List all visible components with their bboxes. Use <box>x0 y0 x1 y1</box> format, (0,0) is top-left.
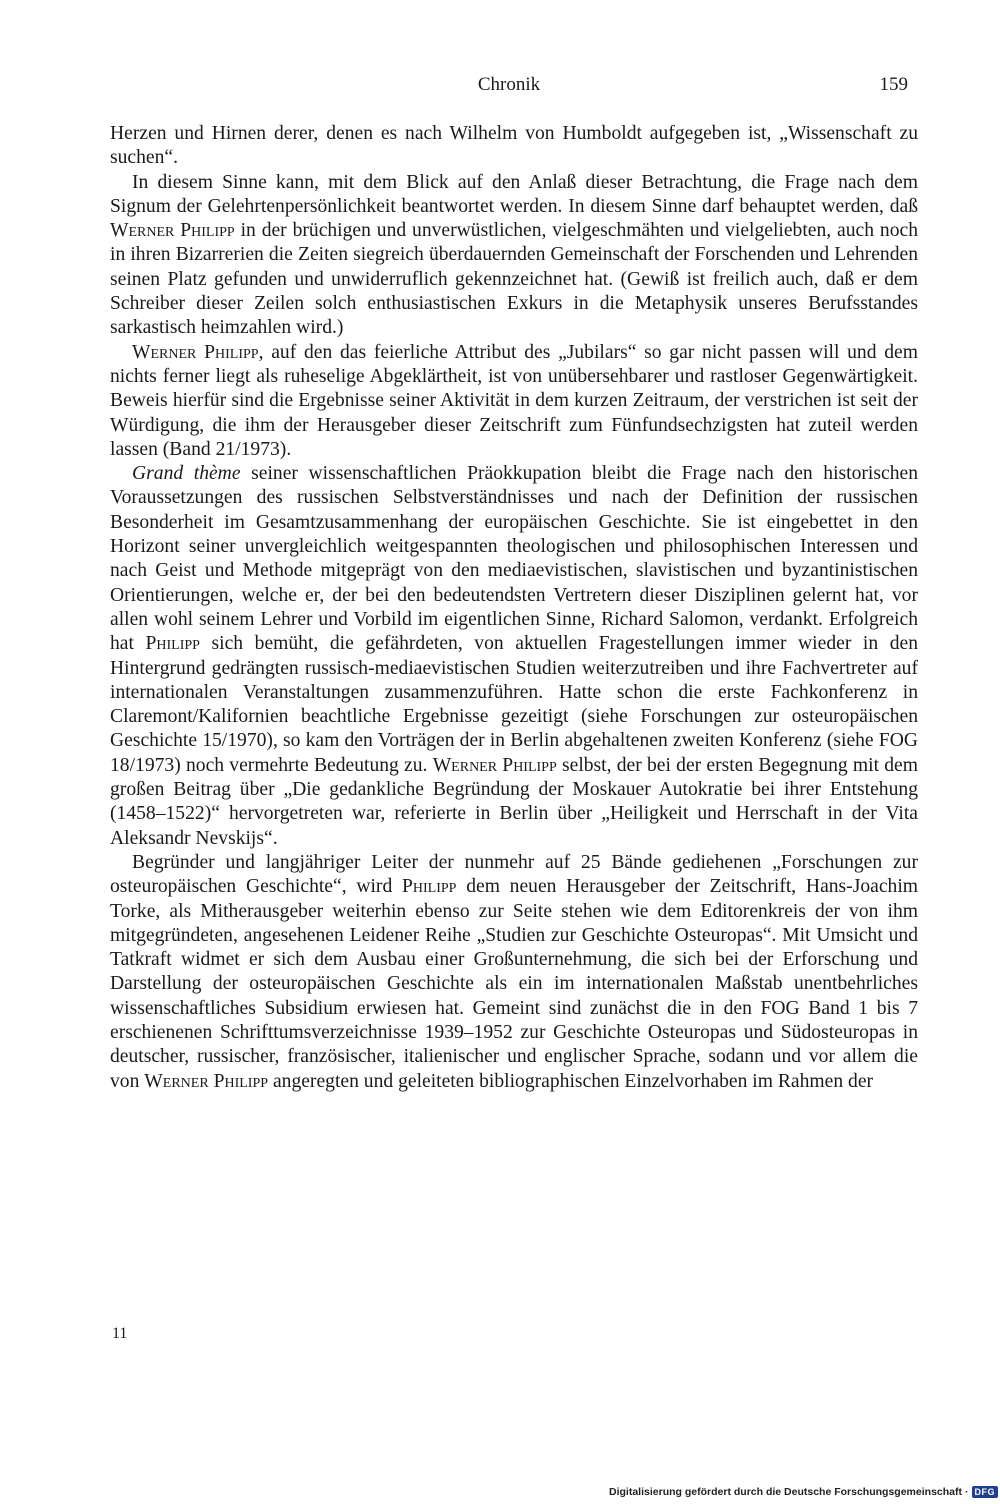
person-name: Philipp <box>402 876 457 898</box>
body-text <box>110 122 918 1094</box>
text-run: sich bemüht, die gefährdeten, von aktuellen Fragestellungen immer wieder in den Hintergrund gedrängten russisch-mediaevistischen Studien weiterzutreiben und ihre Fachvertreter auf internationalen Veranstaltungen zusammenzuführen. Hatte schon die erste Fachkonferenz in Claremont/Kalifornien beachtliche Ergebnisse gezeitigt (siehe Forschungen zur osteuropäischen Geschichte 15/1970), so kam den Vorträgen der in Berlin abgehaltenen zweiten Konferenz (siehe FOG 18/1973) noch vermehrte Bedeutung zu. <box>110 633 918 776</box>
text-run: Begründer und langjähriger Leiter der nunmehr auf 25 Bände gediehenen „Forschungen zur osteuropäischen Geschichte“, wird <box>110 851 918 898</box>
paragraph <box>110 462 918 851</box>
text-run: In diesem Sinne kann, mit dem Blick auf den Anlaß dieser Betrachtung, die Frage nach dem Signum der Gelehrtenpersönlichkeit beantwortet werden. In diesem Sinne darf behauptet werden, daß <box>110 171 918 217</box>
text-run: dem neuen Herausgeber der Zeitschrift, Hans-Joachim Torke, als Mitherausgeber weiterhin ebenso zur Seite stehen wie dem Editorenkreis der von ihm mitgegründeten, angesehenen Leidener Reihe „Studien zur Geschichte Osteuropas“. Mit Umsicht und Tatkraft widmet er sich dem Ausbau einer Großunternehmung, die sich bei der Erforschung und Darstellung der osteuropäischen Geschichte als ein im internationalen Maßstab unentbehrliches wissenschaftliches Subsidium erwiesen hat. Gemeint sind zunächst die in den FOG Band 1 bis 7 erschienenen Schrifttumsverzeichnisse 1939–1952 zur Geschichte Osteuropas und Südosteuropas in deutscher, russischer, französischer, italienischer und englischer Sprache, sodann und vor allem die von <box>110 876 919 1092</box>
running-header <box>110 74 908 104</box>
running-title: Chronik <box>477 74 541 95</box>
signature-mark: 11 <box>112 1325 128 1342</box>
italic-phrase: Grand thème <box>132 463 241 485</box>
page-number: 159 <box>879 74 908 95</box>
person-name: Werner Philipp <box>432 754 557 776</box>
digitization-note: Digitalisierung gefördert durch die Deutsche Forschungsgemeinschaft <box>609 1486 962 1498</box>
text-run: in der brüchigen und unverwüstlichen, vielgeschmähten und vielgeliebten, auch noch in ihren Bizarrerien die Zeiten siegreich überdauernden Gemeinschaft der Forschenden und Lehrenden seinen Platz gefunden und unwiderruflich gekennzeichnet hat. (Gewiß ist freilich auch, daß er dem Schreiber dieser Zeilen solch enthusiastischen Exkurs in die Metaphysik unseres Berufsstandes sarkastisch heimzahlen wird.) <box>110 220 918 339</box>
paragraph <box>110 122 918 171</box>
text-run: angeregten und geleiteten bibliographischen Einzelvorhaben im Rahmen der <box>268 1070 874 1092</box>
dfg-separator: · <box>965 1486 969 1498</box>
person-name: Werner Philipp <box>144 1070 269 1092</box>
text-run: , auf den das feierliche Attribut des „Jubilars“ so gar nicht passen will und dem nichts ferner liegt als ruheselige Abgeklärtheit, ist von unübersehbarer und rastloser Gegenwärtigkeit. Beweis hierfür sind die Ergebnisse seiner Aktivität in dem kurzen Zeitraum, der verstrichen ist seit der Würdigung, die ihm der Herausgeber dieser Zeitschrift zum Fünfundsechzigsten hat zuteil werden lassen (Band 21/1973). <box>110 341 918 460</box>
paragraph <box>110 171 918 341</box>
text-run: Herzen und Hirnen derer, denen es nach Wilhelm von Humboldt aufgegeben ist, „Wissenschaft zu suchen“. <box>110 123 918 169</box>
text-run: seiner wissenschaftlichen Präokkupation bleibt die Frage nach den historischen Voraussetzungen des russischen Selbstverständnisses und nach der Definition der russischen Besonderheit im Gesamtzusammenhang der europäischen Geschichte. Sie ist eingebettet in den Horizont seiner unvergleichlich weitgespannten theologischen und philosophischen Interessen und nach Geist und Methode mitgeprägt von den mediaevistischen, slavistischen und byzantinistischen Orientierungen, welche er, der bei den bedeutendsten Vertretern dieser Disziplinen gelernt hat, vor allen wohl seinem Lehrer und Vorbild im eigentlichen Sinne, Richard Salomon, verdankt. Erfolgreich hat <box>110 463 918 655</box>
person-name: Werner Philipp <box>110 220 235 242</box>
digitization-credit <box>609 1484 998 1500</box>
paragraph <box>110 341 918 462</box>
person-name: Philipp <box>145 633 200 655</box>
paragraph <box>110 851 918 1094</box>
dfg-logo-icon: DFG <box>972 1486 999 1498</box>
text-run: selbst, der bei der ersten Begegnung mit dem großen Beitrag über „Die gedankliche Begründung der Moskauer Autokratie bei ihrer Entstehung (1458–1522)“ hervorgetreten war, referierte in Berlin über „Heiligkeit und Herrschaft in der Vita Aleksandr Nevskijs“. <box>110 754 918 849</box>
person-name: Werner Philipp <box>132 341 259 363</box>
